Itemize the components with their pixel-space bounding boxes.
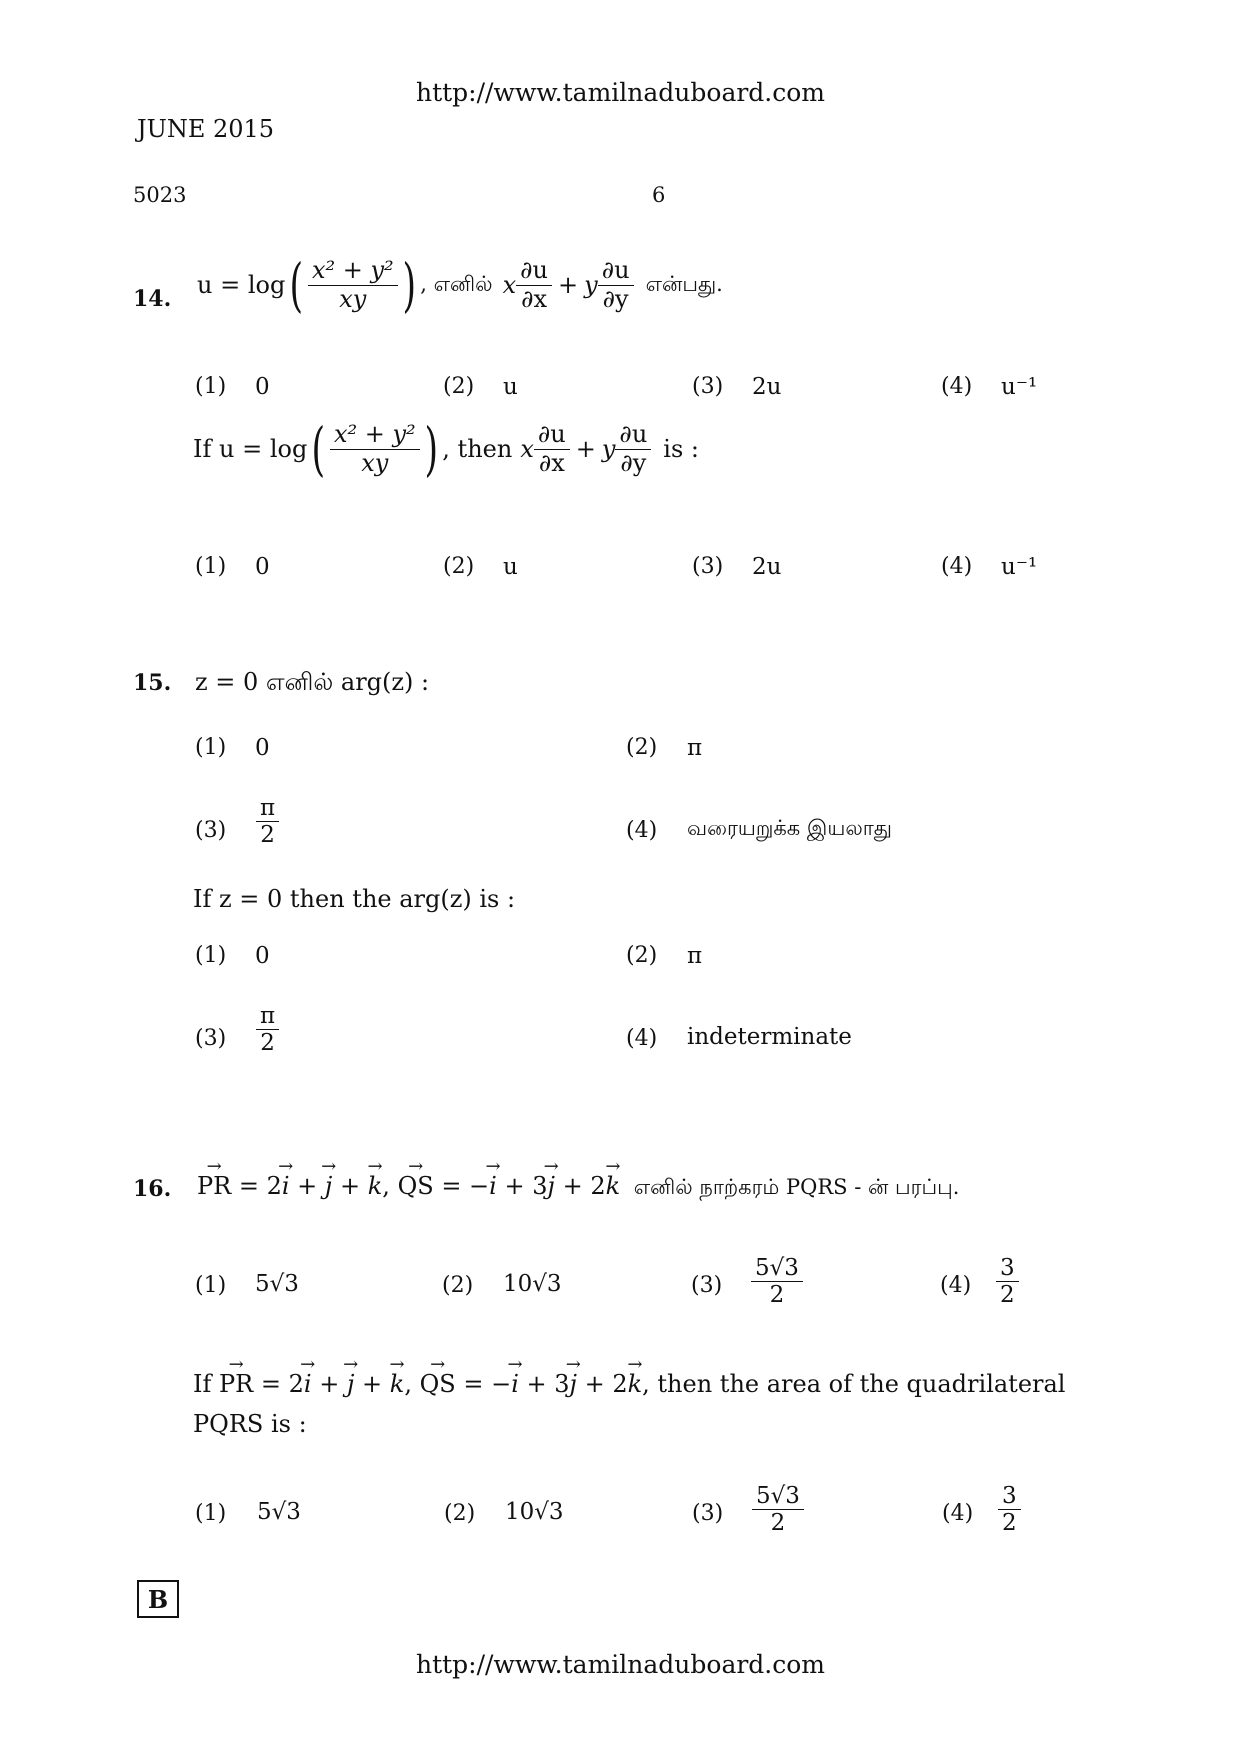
- option-value[interactable]: [256, 795, 279, 849]
- q14-english-stem: If u = log ( $\frac{\text{x² + y²}}{xy}$ ) , then x $\frac{\partial u}{\partial x}$ + y $\frac{\partial u}{\partial y}$ is :: [193, 415, 700, 483]
- option-value[interactable]: u⁻¹: [1001, 374, 1038, 400]
- dy: ∂y: [620, 448, 647, 477]
- option-value[interactable]: வரையறுக்க இயலாது: [687, 816, 892, 840]
- dx: ∂x: [521, 284, 548, 313]
- denominator: 2: [1002, 1510, 1017, 1537]
- q14-english-connector: , then: [442, 435, 513, 463]
- unit-i: → i: [489, 1172, 497, 1200]
- option-value[interactable]: [752, 1483, 804, 1537]
- option-value[interactable]: u⁻¹: [1001, 554, 1038, 580]
- option-value[interactable]: 0: [255, 374, 270, 400]
- option-value[interactable]: [998, 1483, 1021, 1537]
- two: 2: [260, 1030, 275, 1057]
- vector-pr: → PR: [219, 1370, 253, 1398]
- du: ∂u: [598, 257, 634, 286]
- option-label: (3): [691, 1273, 723, 1298]
- option-label: (4): [941, 374, 973, 399]
- numerator: 5√3: [752, 1483, 804, 1510]
- option-value[interactable]: [996, 1255, 1019, 1309]
- option-label: (3): [692, 374, 724, 399]
- unit-j: → j: [325, 1172, 332, 1200]
- unit-k: → k: [628, 1370, 643, 1398]
- option-value[interactable]: 2u: [752, 554, 782, 580]
- option-label: (3): [195, 1026, 227, 1051]
- option-label: (2): [443, 554, 475, 579]
- option-label: (2): [626, 735, 658, 760]
- q14-denominator: xy: [361, 448, 389, 477]
- option-value[interactable]: 10√3: [505, 1499, 564, 1525]
- option-label: (2): [442, 1273, 474, 1298]
- q14-english-options: [195, 554, 1095, 588]
- numerator: 5√3: [751, 1255, 803, 1282]
- q15-english-stem: If z = 0 then the arg(z) is :: [193, 885, 516, 913]
- q16-english-suffix: , then the area of the quadrilateral: [642, 1370, 1066, 1398]
- du: ∂u: [615, 421, 651, 450]
- unit-k: → k: [606, 1172, 621, 1200]
- option-label: (3): [692, 1501, 724, 1526]
- option-label: (2): [626, 943, 658, 968]
- fraction: [752, 1483, 804, 1537]
- option-value[interactable]: π: [687, 735, 703, 761]
- option-label: (1): [195, 554, 227, 579]
- denominator: 2: [1000, 1282, 1015, 1309]
- du: ∂u: [534, 421, 570, 450]
- paper-code: 5023: [133, 183, 187, 207]
- option-label: (1): [195, 943, 227, 968]
- option-value[interactable]: 0: [255, 554, 270, 580]
- unit-j: → j: [548, 1172, 555, 1200]
- du-dx-fraction: [534, 421, 570, 477]
- footer-url[interactable]: http://www.tamilnaduboard.com: [415, 1650, 826, 1679]
- option-label: (4): [942, 1501, 974, 1526]
- option-value[interactable]: 5√3: [257, 1499, 301, 1525]
- option-label: (3): [692, 554, 724, 579]
- q14-english-suffix: is :: [663, 435, 700, 463]
- pi: π: [256, 1003, 279, 1030]
- numerator: 3: [998, 1483, 1021, 1510]
- right-paren: ): [424, 415, 438, 483]
- option-value[interactable]: π: [687, 943, 703, 969]
- q16-tamil-suffix: எனில் நாற்கரம் PQRS - ன் பரப்பு.: [633, 1175, 960, 1199]
- du-dx-fraction: [516, 257, 552, 313]
- option-value[interactable]: 2u: [752, 374, 782, 400]
- option-value[interactable]: 0: [255, 943, 270, 969]
- q16-tamil-options: [195, 1255, 1095, 1315]
- q16-english-options: [195, 1483, 1095, 1543]
- fraction: [996, 1255, 1019, 1309]
- option-label: (1): [195, 1273, 227, 1298]
- option-label: (1): [195, 1501, 227, 1526]
- q16-english-line2: PQRS is :: [193, 1410, 307, 1438]
- unit-i: → i: [511, 1370, 519, 1398]
- option-label: (1): [195, 735, 227, 760]
- vector-qs: → QS: [398, 1172, 434, 1200]
- option-value[interactable]: 10√3: [503, 1271, 562, 1297]
- q14-tamil-options: [195, 374, 1095, 408]
- q14-fraction: [308, 257, 398, 313]
- page-number: 6: [652, 183, 666, 207]
- unit-k: → k: [390, 1370, 405, 1398]
- q14-denominator: xy: [339, 284, 367, 313]
- du-dy-fraction: [598, 257, 634, 313]
- option-value[interactable]: u: [503, 554, 518, 580]
- q14-numerator: x² + y²: [308, 257, 398, 286]
- unit-j: → j: [347, 1370, 354, 1398]
- option-value[interactable]: 5√3: [255, 1271, 299, 1297]
- q15-tamil-stem: z = 0 எனில் arg(z) :: [195, 668, 430, 696]
- option-value[interactable]: [751, 1255, 803, 1309]
- pi: π: [256, 795, 279, 822]
- option-label: (4): [941, 554, 973, 579]
- option-label: (3): [195, 818, 227, 843]
- right-paren: ): [402, 251, 416, 319]
- option-label: (4): [626, 818, 658, 843]
- unit-i: → i: [282, 1172, 290, 1200]
- left-paren: (: [289, 251, 304, 319]
- q16-tamil-stem: → PR = 2→ i + → j + → k, → QS = −→ i + 3→ j + 2→ k எனில் நாற்கரம் PQRS - ன் பரப்பு.: [197, 1172, 959, 1202]
- option-label: (4): [940, 1273, 972, 1298]
- series-badge: B: [137, 1580, 179, 1618]
- q14-fraction: [330, 421, 420, 477]
- option-value[interactable]: 0: [255, 735, 270, 761]
- numerator: 3: [996, 1255, 1019, 1282]
- option-value[interactable]: u: [503, 374, 518, 400]
- q14-tamil-suffix: என்பது.: [645, 271, 723, 296]
- option-value[interactable]: indeterminate: [687, 1024, 852, 1050]
- q14-english-prefix: If u = log: [193, 435, 308, 463]
- unit-i: → i: [304, 1370, 312, 1398]
- q16-english-stem: If → PR = 2→ i + → j + → k, → QS = −→ i + 3→ j + 2→ k, then the area of the quadrilateral: [193, 1370, 1065, 1398]
- fraction: [998, 1483, 1021, 1537]
- two: 2: [260, 822, 275, 849]
- pi-over-2: [256, 795, 279, 849]
- option-label: (1): [195, 374, 227, 399]
- q14-tamil-stem: u = log ( $\frac{\text{x² + y²}}{xy}$ ) , எனில் x $\frac{\partial u}{\partial x}$ + y $\frac{\partial u}{\partial y}$ என்பது.: [197, 251, 723, 319]
- fraction: [751, 1255, 803, 1309]
- denominator: 2: [770, 1510, 786, 1537]
- question-number-15: 15.: [133, 670, 172, 696]
- dy: ∂y: [602, 284, 629, 313]
- left-paren: (: [311, 415, 326, 483]
- exam-date: JUNE 2015: [137, 115, 275, 143]
- vector-pr: → PR: [197, 1172, 231, 1200]
- option-label: (2): [443, 374, 475, 399]
- option-label: (4): [626, 1026, 658, 1051]
- q14-tamil-prefix: u = log: [197, 271, 286, 299]
- dx: ∂x: [538, 448, 565, 477]
- vector-qs: → QS: [420, 1370, 456, 1398]
- q16-english-if: If: [193, 1370, 212, 1398]
- du: ∂u: [516, 257, 552, 286]
- option-label: (2): [444, 1501, 476, 1526]
- question-number-14: 14.: [133, 286, 172, 312]
- unit-j: → j: [570, 1370, 577, 1398]
- q14-numerator: x² + y²: [330, 421, 420, 450]
- option-value[interactable]: [256, 1003, 279, 1057]
- q14-tamil-connector: , எனில்: [420, 271, 493, 296]
- denominator: 2: [769, 1282, 785, 1309]
- header-url[interactable]: http://www.tamilnaduboard.com: [415, 78, 826, 107]
- unit-k: → k: [368, 1172, 383, 1200]
- pi-over-2: [256, 1003, 279, 1057]
- du-dy-fraction: [615, 421, 651, 477]
- question-number-16: 16.: [133, 1176, 172, 1202]
